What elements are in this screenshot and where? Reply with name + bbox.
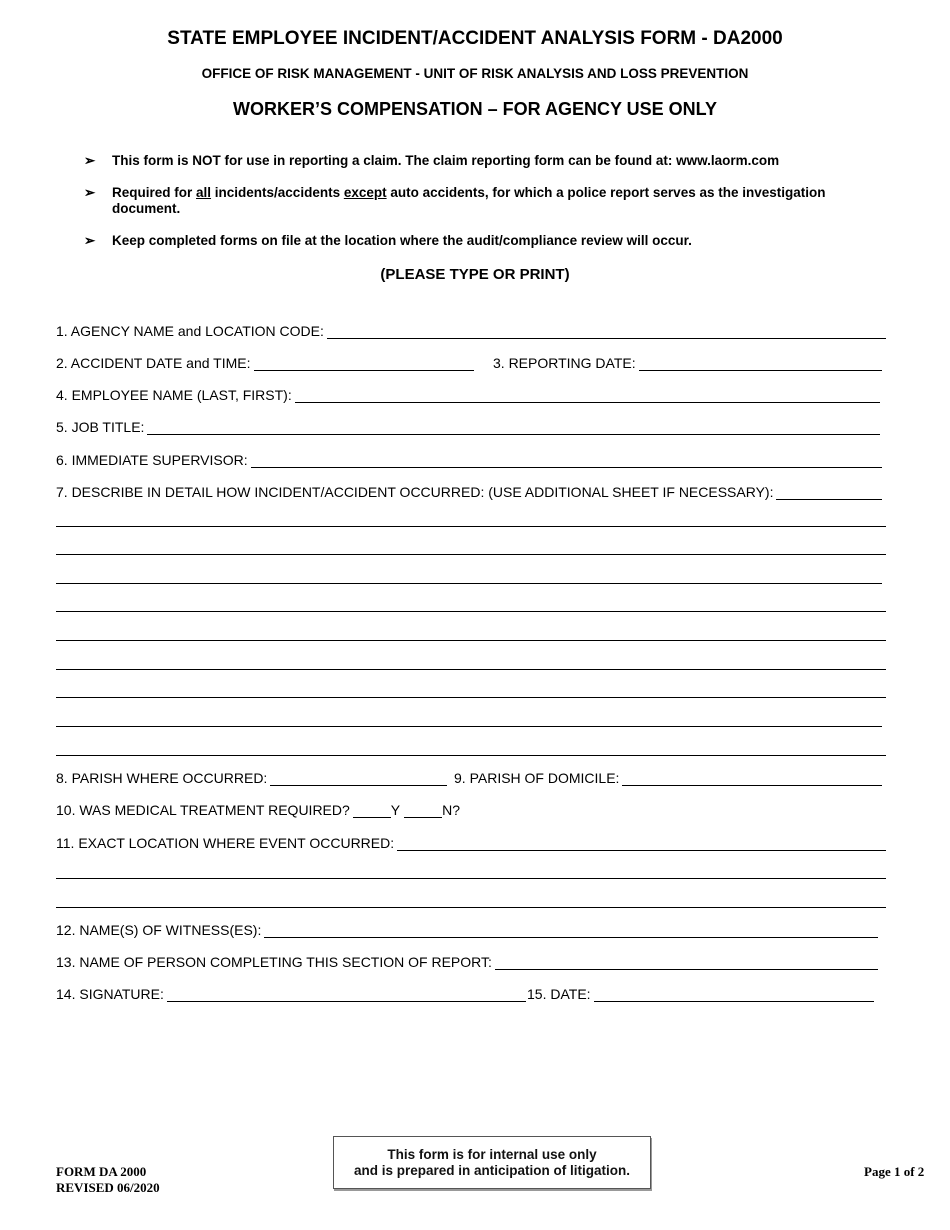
incident-description-field xyxy=(56,484,882,500)
page-number: Page 1 of 2 xyxy=(864,1164,925,1179)
type-or-print-instruction: (PLEASE TYPE OR PRINT) xyxy=(380,266,570,283)
exact-location-field xyxy=(56,835,886,851)
completed-by-input[interactable] xyxy=(495,956,878,970)
bullet-arrow-icon: ➢ xyxy=(84,233,96,248)
witnesses-label: 12. NAME(S) OF WITNESS(ES): xyxy=(56,922,262,938)
description-line[interactable] xyxy=(56,640,886,641)
date-label: 15. DATE: xyxy=(527,986,591,1002)
job-title-input[interactable] xyxy=(147,421,880,435)
bullet-required: Required for all incidents/accidents except auto accidents, for which a police report serves as the investigation document. xyxy=(112,185,826,216)
medical-no-label: N? xyxy=(442,802,461,818)
incident-description-input[interactable] xyxy=(776,486,882,500)
internal-use-notice xyxy=(333,1136,651,1189)
agency-name-field xyxy=(56,323,886,339)
accident-date-field xyxy=(56,355,474,371)
exact-location-input[interactable] xyxy=(397,837,886,851)
parish-domicile-label: 9. PARISH OF DOMICILE: xyxy=(454,770,620,786)
employee-name-label: 4. EMPLOYEE NAME (LAST, FIRST): xyxy=(56,387,292,403)
bullet-not-for-claims: This form is NOT for use in reporting a claim. The claim reporting form can be found at: www.laorm.com xyxy=(112,153,780,168)
location-line[interactable] xyxy=(56,907,886,908)
medical-treatment-field xyxy=(56,802,460,818)
employee-name-input[interactable] xyxy=(295,389,880,403)
accident-date-label: 2. ACCIDENT DATE and TIME: xyxy=(56,355,251,371)
accident-date-input[interactable] xyxy=(254,357,474,371)
form-id: FORM DA 2000 xyxy=(56,1164,147,1179)
medical-treatment-label: 10. WAS MEDICAL TREATMENT REQUIRED? xyxy=(56,802,350,818)
supervisor-field xyxy=(56,452,882,468)
bullet-arrow-icon: ➢ xyxy=(84,153,96,168)
description-line[interactable] xyxy=(56,583,882,584)
agency-name-label: 1. AGENCY NAME and LOCATION CODE: xyxy=(56,323,324,339)
parish-domicile-field xyxy=(454,770,882,786)
incident-description-label: 7. DESCRIBE IN DETAIL HOW INCIDENT/ACCIDENT OCCURRED: (USE ADDITIONAL SHEET IF NECESSARY): xyxy=(56,484,774,500)
parish-occurred-field xyxy=(56,770,447,786)
agency-name-input[interactable] xyxy=(327,325,886,339)
form-id-block xyxy=(56,1164,160,1196)
office-name: OFFICE OF RISK MANAGEMENT - UNIT OF RISK ANALYSIS AND LOSS PREVENTION xyxy=(201,66,749,81)
parish-occurred-label: 8. PARISH WHERE OCCURRED: xyxy=(56,770,268,786)
bullet-keep-on-file: Keep completed forms on file at the location where the audit/compliance review will occur. xyxy=(112,233,692,248)
signature-input[interactable] xyxy=(167,988,526,1002)
form-subtitle: WORKER’S COMPENSATION – FOR AGENCY USE ONLY xyxy=(232,99,718,119)
medical-yes-input[interactable] xyxy=(353,804,391,818)
exact-location-label: 11. EXACT LOCATION WHERE EVENT OCCURRED: xyxy=(56,835,395,851)
supervisor-input[interactable] xyxy=(251,454,882,468)
description-line[interactable] xyxy=(56,526,886,527)
description-line[interactable] xyxy=(56,669,886,670)
date-field xyxy=(527,986,874,1002)
signature-field xyxy=(56,986,526,1002)
parish-domicile-input[interactable] xyxy=(622,772,882,786)
description-line[interactable] xyxy=(56,611,886,612)
form-title: STATE EMPLOYEE INCIDENT/ACCIDENT ANALYSIS FORM - DA2000 xyxy=(167,28,783,49)
medical-yes-label: Y xyxy=(390,802,401,818)
description-line[interactable] xyxy=(56,697,886,698)
completed-by-field xyxy=(56,954,878,970)
description-line[interactable] xyxy=(56,755,886,756)
description-line[interactable] xyxy=(56,554,886,555)
reporting-date-input[interactable] xyxy=(639,357,882,371)
reporting-date-label: 3. REPORTING DATE: xyxy=(493,355,636,371)
job-title-field xyxy=(56,419,880,435)
witnesses-field xyxy=(56,922,878,938)
reporting-date-field xyxy=(493,355,882,371)
parish-occurred-input[interactable] xyxy=(270,772,447,786)
signature-label: 14. SIGNATURE: xyxy=(56,986,164,1002)
notice-line: and is prepared in anticipation of litigation. xyxy=(353,1162,631,1178)
date-input[interactable] xyxy=(594,988,874,1002)
medical-no-input[interactable] xyxy=(404,804,442,818)
description-line[interactable] xyxy=(56,726,882,727)
revision-date: REVISED 06/2020 xyxy=(56,1180,160,1195)
notice-line: This form is for internal use only xyxy=(387,1146,597,1162)
witnesses-input[interactable] xyxy=(264,924,878,938)
completed-by-label: 13. NAME OF PERSON COMPLETING THIS SECTION OF REPORT: xyxy=(56,954,492,970)
employee-name-field xyxy=(56,387,880,403)
job-title-label: 5. JOB TITLE: xyxy=(56,419,145,435)
location-line[interactable] xyxy=(56,878,886,879)
supervisor-label: 6. IMMEDIATE SUPERVISOR: xyxy=(56,452,248,468)
bullet-arrow-icon: ➢ xyxy=(84,185,96,200)
